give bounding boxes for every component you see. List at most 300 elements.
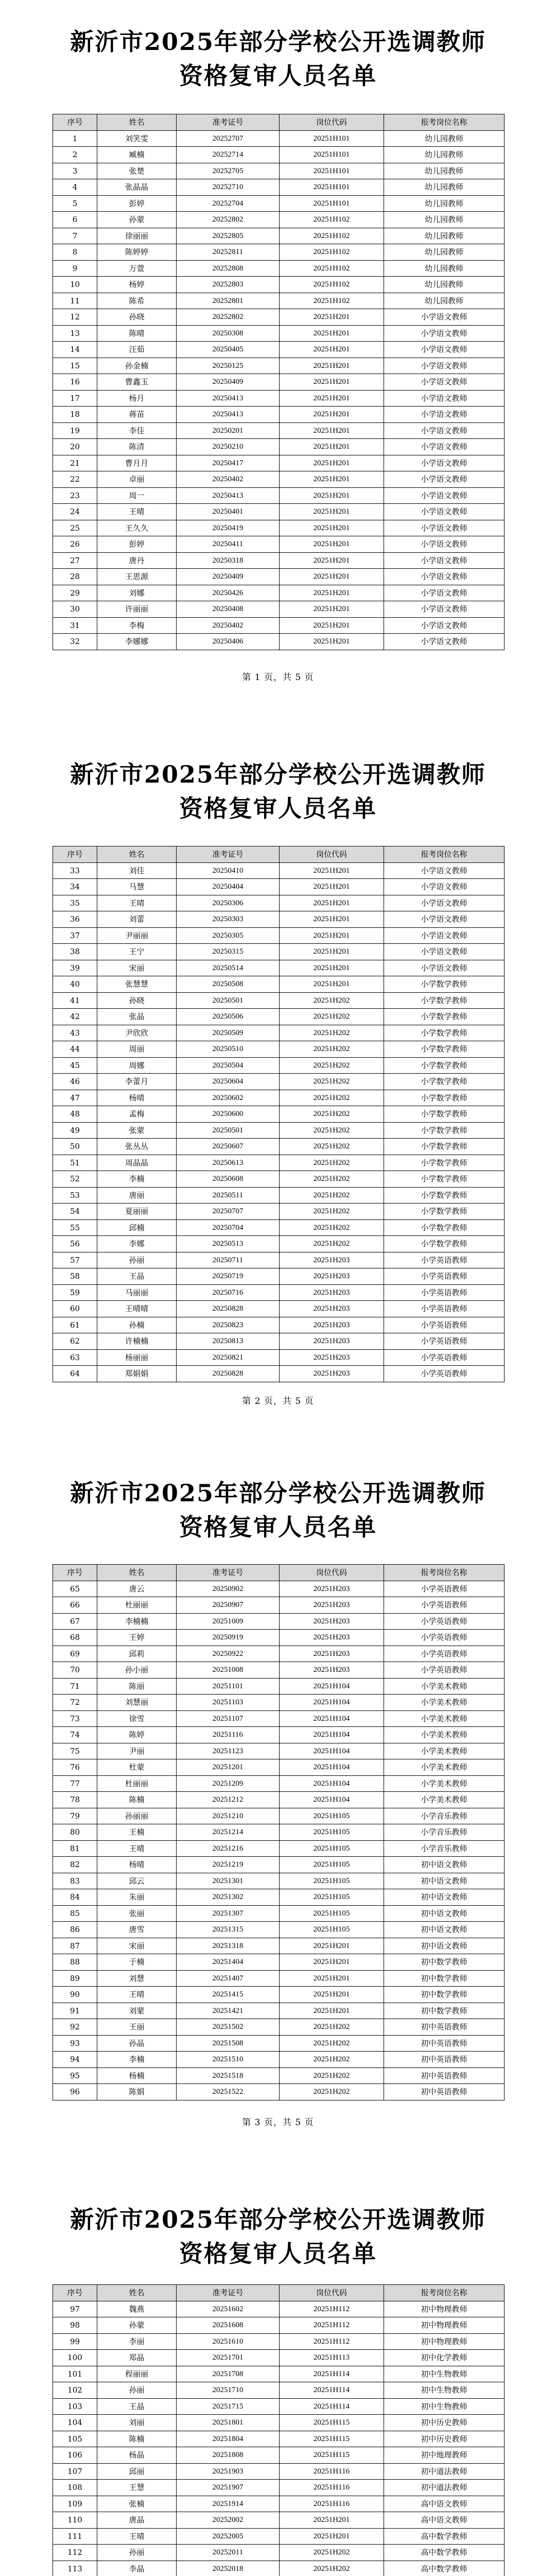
regno-cell: 20250509 bbox=[177, 1025, 280, 1041]
seq-cell: 98 bbox=[53, 2317, 97, 2334]
seq-cell: 68 bbox=[53, 1630, 97, 1646]
seq-cell: 16 bbox=[53, 374, 97, 391]
position-name-cell: 小学英语教师 bbox=[384, 1581, 505, 1597]
name-cell: 曹月月 bbox=[97, 455, 177, 471]
position-name-cell: 初中历史教师 bbox=[384, 2431, 505, 2447]
table-row bbox=[53, 1727, 505, 1743]
seq-cell: 110 bbox=[53, 2512, 97, 2529]
name-cell: 周娜 bbox=[97, 1057, 177, 1074]
regno-cell: 20250907 bbox=[177, 1597, 280, 1614]
table-row bbox=[53, 552, 505, 569]
position-name-cell: 小学音乐教师 bbox=[384, 1840, 505, 1857]
position-name-cell: 初中英语教师 bbox=[384, 2052, 505, 2068]
position-name-cell: 小学语文教师 bbox=[384, 585, 505, 601]
position-code-cell: 20251H201 bbox=[280, 455, 384, 471]
position-name-cell: 小学数学教师 bbox=[384, 1074, 505, 1090]
name-cell: 孙丽 bbox=[97, 2382, 177, 2399]
position-name-cell: 小学数学教师 bbox=[384, 1106, 505, 1123]
position-name-cell: 初中道法教师 bbox=[384, 2480, 505, 2496]
name-cell: 王宁 bbox=[97, 944, 177, 960]
column-header: 岗位代码 bbox=[280, 114, 384, 131]
name-cell: 邱云 bbox=[97, 1873, 177, 1889]
position-code-cell: 20251H203 bbox=[280, 1581, 384, 1597]
regno-cell: 20251701 bbox=[177, 2350, 280, 2366]
position-name-cell: 小学英语教师 bbox=[384, 1252, 505, 1268]
position-name-cell: 小学数学教师 bbox=[384, 1139, 505, 1155]
seq-cell: 3 bbox=[53, 163, 97, 179]
position-code-cell: 20251H104 bbox=[280, 1792, 384, 1808]
position-name-cell: 小学英语教师 bbox=[384, 1268, 505, 1285]
table-row bbox=[53, 1349, 505, 1366]
page-title bbox=[0, 716, 556, 825]
regno-cell: 20251201 bbox=[177, 1759, 280, 1776]
position-code-cell: 20251H202 bbox=[280, 1139, 384, 1155]
table-row bbox=[53, 2067, 505, 2084]
seq-cell: 2 bbox=[53, 147, 97, 163]
regno-cell: 20251608 bbox=[177, 2317, 280, 2334]
table-row bbox=[53, 2052, 505, 2068]
seq-cell: 51 bbox=[53, 1155, 97, 1171]
seq-cell: 80 bbox=[53, 1824, 97, 1841]
position-code-cell: 20251H201 bbox=[280, 422, 384, 439]
position-code-cell: 20251H116 bbox=[280, 2496, 384, 2512]
name-cell: 刘慧 bbox=[97, 1970, 177, 1987]
position-name-cell: 小学语文教师 bbox=[384, 487, 505, 504]
name-cell: 汪茹 bbox=[97, 342, 177, 358]
position-code-cell: 20251H202 bbox=[280, 1074, 384, 1090]
position-name-cell: 小学数学教师 bbox=[384, 1025, 505, 1041]
seq-cell: 27 bbox=[53, 552, 97, 569]
position-name-cell: 幼儿园教师 bbox=[384, 228, 505, 244]
roster-table-page-1 bbox=[53, 114, 505, 650]
position-code-cell: 20251H203 bbox=[280, 1317, 384, 1333]
position-name-cell: 幼儿园教师 bbox=[384, 260, 505, 277]
table-row bbox=[53, 2496, 505, 2512]
table-row bbox=[53, 1694, 505, 1711]
position-name-cell: 小学语文教师 bbox=[384, 325, 505, 342]
table-row bbox=[53, 944, 505, 960]
regno-cell: 20252802 bbox=[177, 212, 280, 228]
regno-cell: 20251602 bbox=[177, 2301, 280, 2317]
table-row bbox=[53, 1970, 505, 1987]
position-code-cell: 20251H116 bbox=[280, 2463, 384, 2480]
seq-cell: 76 bbox=[53, 1759, 97, 1776]
name-cell: 周晶晶 bbox=[97, 1155, 177, 1171]
table-row bbox=[53, 1155, 505, 1171]
regno-cell: 20250613 bbox=[177, 1155, 280, 1171]
name-cell: 孙蒙 bbox=[97, 212, 177, 228]
table-row bbox=[53, 1204, 505, 1220]
seq-cell: 113 bbox=[53, 2561, 97, 2576]
seq-cell: 13 bbox=[53, 325, 97, 342]
table-row bbox=[53, 879, 505, 895]
name-cell: 唐丽 bbox=[97, 1187, 177, 1204]
seq-cell: 35 bbox=[53, 895, 97, 911]
name-cell: 张楚 bbox=[97, 163, 177, 179]
name-cell: 曹鑫玉 bbox=[97, 374, 177, 391]
table-row bbox=[53, 895, 505, 911]
position-name-cell: 小学语文教师 bbox=[384, 862, 505, 879]
title-line-2: 资格复审人员名单 bbox=[179, 62, 377, 90]
position-name-cell: 小学语文教师 bbox=[384, 601, 505, 618]
name-cell: 李丽 bbox=[97, 2333, 177, 2350]
name-cell: 尹丽 bbox=[97, 1743, 177, 1759]
table-row bbox=[53, 1905, 505, 1922]
position-code-cell: 20251H202 bbox=[280, 1219, 384, 1236]
seq-cell: 56 bbox=[53, 1236, 97, 1252]
table-row bbox=[53, 2415, 505, 2431]
table-row bbox=[53, 309, 505, 326]
regno-cell: 20252808 bbox=[177, 260, 280, 277]
position-name-cell: 小学英语教师 bbox=[384, 1630, 505, 1646]
position-code-cell: 20251H105 bbox=[280, 1905, 384, 1922]
name-cell: 李佳 bbox=[97, 422, 177, 439]
position-code-cell: 20251H201 bbox=[280, 520, 384, 536]
table-row bbox=[53, 1041, 505, 1058]
seq-cell: 105 bbox=[53, 2431, 97, 2447]
regno-cell: 20250510 bbox=[177, 1041, 280, 1058]
name-cell: 杜丽丽 bbox=[97, 1597, 177, 1614]
column-header: 岗位代码 bbox=[280, 1565, 384, 1581]
position-name-cell: 小学语文教师 bbox=[384, 455, 505, 471]
position-name-cell: 初中化学教师 bbox=[384, 2350, 505, 2366]
regno-cell: 20251116 bbox=[177, 1727, 280, 1743]
position-name-cell: 小学美术教师 bbox=[384, 1727, 505, 1743]
seq-cell: 90 bbox=[53, 1987, 97, 2003]
name-cell: 孙小丽 bbox=[97, 1662, 177, 1679]
seq-cell: 73 bbox=[53, 1710, 97, 1727]
table-row bbox=[53, 1252, 505, 1268]
position-code-cell: 20251H202 bbox=[280, 1025, 384, 1041]
regno-cell: 20250813 bbox=[177, 1333, 280, 1350]
position-code-cell: 20251H105 bbox=[280, 1889, 384, 1906]
seq-cell: 14 bbox=[53, 342, 97, 358]
position-name-cell: 小学英语教师 bbox=[384, 1349, 505, 1366]
seq-cell: 79 bbox=[53, 1808, 97, 1824]
position-name-cell: 小学语文教师 bbox=[384, 569, 505, 585]
table-row bbox=[53, 374, 505, 391]
position-code-cell: 20251H201 bbox=[280, 617, 384, 634]
name-cell: 李楠 bbox=[97, 2052, 177, 2068]
seq-cell: 15 bbox=[53, 358, 97, 374]
seq-cell: 9 bbox=[53, 260, 97, 277]
position-name-cell: 小学语文教师 bbox=[384, 634, 505, 650]
name-cell: 张蒙 bbox=[97, 1122, 177, 1139]
name-cell: 李晶 bbox=[97, 2561, 177, 2576]
position-name-cell: 小学数学教师 bbox=[384, 976, 505, 993]
position-code-cell: 20251H201 bbox=[280, 895, 384, 911]
seq-cell: 41 bbox=[53, 992, 97, 1009]
regno-cell: 20252801 bbox=[177, 293, 280, 309]
column-header: 姓名 bbox=[97, 114, 177, 131]
seq-cell: 48 bbox=[53, 1106, 97, 1123]
regno-cell: 20251404 bbox=[177, 1954, 280, 1971]
name-cell: 卓丽 bbox=[97, 471, 177, 488]
position-code-cell: 20251H201 bbox=[280, 601, 384, 618]
name-cell: 王晴 bbox=[97, 895, 177, 911]
table-row bbox=[53, 2317, 505, 2334]
regno-cell: 20251522 bbox=[177, 2084, 280, 2100]
table-row bbox=[53, 1938, 505, 1954]
position-name-cell: 小学语文教师 bbox=[384, 552, 505, 569]
position-name-cell: 高中数学教师 bbox=[384, 2561, 505, 2576]
position-name-cell: 小学英语教师 bbox=[384, 1597, 505, 1614]
title-line-1: 新沂市2025年部分学校公开选调教师 bbox=[70, 28, 486, 56]
page-title bbox=[0, 2161, 556, 2270]
position-name-cell: 小学数学教师 bbox=[384, 1171, 505, 1188]
table-row bbox=[53, 406, 505, 423]
regno-cell: 20252805 bbox=[177, 228, 280, 244]
position-code-cell: 20251H201 bbox=[280, 569, 384, 585]
regno-cell: 20251318 bbox=[177, 1938, 280, 1954]
position-name-cell: 小学英语教师 bbox=[384, 1366, 505, 1382]
seq-cell: 70 bbox=[53, 1662, 97, 1679]
position-name-cell: 小学英语教师 bbox=[384, 1613, 505, 1630]
regno-cell: 20251123 bbox=[177, 1743, 280, 1759]
name-cell: 张丽 bbox=[97, 1905, 177, 1922]
regno-cell: 20250707 bbox=[177, 1204, 280, 1220]
seq-cell: 61 bbox=[53, 1317, 97, 1333]
table-row bbox=[53, 2561, 505, 2576]
name-cell: 刘娜 bbox=[97, 585, 177, 601]
position-code-cell: 20251H201 bbox=[280, 552, 384, 569]
position-name-cell: 初中语文教师 bbox=[384, 1889, 505, 1906]
table-row bbox=[53, 293, 505, 309]
regno-cell: 20251708 bbox=[177, 2366, 280, 2382]
position-code-cell: 20251H202 bbox=[280, 1236, 384, 1252]
table-row bbox=[53, 2447, 505, 2464]
position-name-cell: 幼儿园教师 bbox=[384, 179, 505, 196]
position-name-cell: 小学语文教师 bbox=[384, 879, 505, 895]
position-name-cell: 小学语文教师 bbox=[384, 960, 505, 976]
table-row bbox=[53, 601, 505, 618]
position-code-cell: 20251H102 bbox=[280, 260, 384, 277]
position-name-cell: 小学语文教师 bbox=[384, 944, 505, 960]
name-cell: 李楠楠 bbox=[97, 1613, 177, 1630]
seq-cell: 12 bbox=[53, 309, 97, 326]
position-code-cell: 20251H104 bbox=[280, 1710, 384, 1727]
position-code-cell: 20251H104 bbox=[280, 1759, 384, 1776]
table-row bbox=[53, 2333, 505, 2350]
position-code-cell: 20251H202 bbox=[280, 1057, 384, 1074]
position-name-cell: 小学美术教师 bbox=[384, 1743, 505, 1759]
table-row bbox=[53, 1597, 505, 1614]
seq-cell: 43 bbox=[53, 1025, 97, 1041]
regno-cell: 20250401 bbox=[177, 504, 280, 520]
table-row bbox=[53, 862, 505, 879]
regno-cell: 20251421 bbox=[177, 2003, 280, 2019]
seq-cell: 58 bbox=[53, 1268, 97, 1285]
name-cell: 尹丽丽 bbox=[97, 927, 177, 944]
position-name-cell: 初中英语教师 bbox=[384, 2019, 505, 2036]
name-cell: 王丽 bbox=[97, 2019, 177, 2036]
table-row bbox=[53, 1808, 505, 1824]
regno-cell: 20252802 bbox=[177, 309, 280, 326]
position-name-cell: 初中数学教师 bbox=[384, 1987, 505, 2003]
title-line-1: 新沂市2025年部分学校公开选调教师 bbox=[70, 1479, 486, 1507]
seq-cell: 17 bbox=[53, 390, 97, 406]
position-code-cell: 20251H202 bbox=[280, 2561, 384, 2576]
regno-cell: 20251103 bbox=[177, 1694, 280, 1711]
position-code-cell: 20251H201 bbox=[280, 1987, 384, 2003]
name-cell: 孙晓 bbox=[97, 309, 177, 326]
regno-cell: 20250600 bbox=[177, 1106, 280, 1123]
position-name-cell: 幼儿园教师 bbox=[384, 130, 505, 147]
name-cell: 李娜娜 bbox=[97, 634, 177, 650]
position-code-cell: 20251H202 bbox=[280, 1187, 384, 1204]
regno-cell: 20251415 bbox=[177, 1987, 280, 2003]
regno-cell: 20250318 bbox=[177, 552, 280, 569]
regno-cell: 20250413 bbox=[177, 487, 280, 504]
table-row bbox=[53, 2512, 505, 2529]
seq-cell: 106 bbox=[53, 2447, 97, 2464]
name-cell: 唐云 bbox=[97, 1581, 177, 1597]
seq-cell: 49 bbox=[53, 1122, 97, 1139]
seq-cell: 77 bbox=[53, 1775, 97, 1792]
page-2 bbox=[0, 716, 556, 825]
position-name-cell: 小学语文教师 bbox=[384, 358, 505, 374]
position-code-cell: 20251H201 bbox=[280, 2512, 384, 2529]
seq-cell: 107 bbox=[53, 2463, 97, 2480]
page-1 bbox=[0, 0, 556, 93]
position-code-cell: 20251H114 bbox=[280, 2382, 384, 2399]
table-row bbox=[53, 1613, 505, 1630]
seq-cell: 85 bbox=[53, 1905, 97, 1922]
position-name-cell: 小学语文教师 bbox=[384, 390, 505, 406]
position-name-cell: 幼儿园教师 bbox=[384, 147, 505, 163]
position-name-cell: 高中语文教师 bbox=[384, 2512, 505, 2529]
position-name-cell: 小学语文教师 bbox=[384, 422, 505, 439]
position-name-cell: 小学数学教师 bbox=[384, 1204, 505, 1220]
position-name-cell: 小学语文教师 bbox=[384, 895, 505, 911]
position-name-cell: 高中数学教师 bbox=[384, 2528, 505, 2545]
name-cell: 杨晶 bbox=[97, 2447, 177, 2464]
regno-cell: 20250413 bbox=[177, 390, 280, 406]
position-code-cell: 20251H201 bbox=[280, 504, 384, 520]
table-row bbox=[53, 1824, 505, 1841]
position-code-cell: 20251H104 bbox=[280, 1727, 384, 1743]
regno-cell: 20252811 bbox=[177, 244, 280, 261]
table-row bbox=[53, 1187, 505, 1204]
roster-table-page-3 bbox=[53, 1564, 505, 2100]
name-cell: 彭婷 bbox=[97, 536, 177, 553]
name-cell: 王晴 bbox=[97, 2528, 177, 2545]
regno-cell: 20250607 bbox=[177, 1139, 280, 1155]
regno-cell: 20250402 bbox=[177, 617, 280, 634]
regno-cell: 20252803 bbox=[177, 277, 280, 293]
seq-cell: 50 bbox=[53, 1139, 97, 1155]
regno-cell: 20250711 bbox=[177, 1252, 280, 1268]
table-row bbox=[53, 2350, 505, 2366]
position-code-cell: 20251H201 bbox=[280, 471, 384, 488]
seq-cell: 34 bbox=[53, 879, 97, 895]
position-name-cell: 幼儿园教师 bbox=[384, 195, 505, 212]
table-row bbox=[53, 1630, 505, 1646]
position-code-cell: 20251H202 bbox=[280, 2545, 384, 2561]
position-name-cell: 初中物理教师 bbox=[384, 2317, 505, 2334]
regno-cell: 20251212 bbox=[177, 1792, 280, 1808]
position-code-cell: 20251H201 bbox=[280, 374, 384, 391]
regno-cell: 20251518 bbox=[177, 2067, 280, 2084]
regno-cell: 20250716 bbox=[177, 1284, 280, 1301]
regno-cell: 20251907 bbox=[177, 2480, 280, 2496]
seq-cell: 81 bbox=[53, 1840, 97, 1857]
regno-cell: 20250417 bbox=[177, 455, 280, 471]
name-cell: 杜蒙 bbox=[97, 1759, 177, 1776]
name-cell: 郑晶 bbox=[97, 2350, 177, 2366]
table-row bbox=[53, 2366, 505, 2382]
table-row bbox=[53, 1922, 505, 1938]
position-name-cell: 小学英语教师 bbox=[384, 1662, 505, 1679]
position-code-cell: 20251H101 bbox=[280, 163, 384, 179]
name-cell: 王晴 bbox=[97, 1840, 177, 1857]
name-cell: 王楠 bbox=[97, 1824, 177, 1841]
regno-cell: 20250305 bbox=[177, 927, 280, 944]
name-cell: 宋丽 bbox=[97, 960, 177, 976]
regno-cell: 20250511 bbox=[177, 1187, 280, 1204]
position-name-cell: 初中语文教师 bbox=[384, 1857, 505, 1873]
position-code-cell: 20251H105 bbox=[280, 1922, 384, 1938]
seq-cell: 44 bbox=[53, 1041, 97, 1058]
regno-cell: 20250408 bbox=[177, 601, 280, 618]
position-code-cell: 20251H115 bbox=[280, 2431, 384, 2447]
seq-cell: 39 bbox=[53, 960, 97, 976]
regno-cell: 20251008 bbox=[177, 1662, 280, 1679]
name-cell: 王晴 bbox=[97, 504, 177, 520]
page-title bbox=[0, 0, 556, 93]
seq-cell: 21 bbox=[53, 455, 97, 471]
name-cell: 周丽 bbox=[97, 1041, 177, 1058]
name-cell: 尹欣欣 bbox=[97, 1025, 177, 1041]
position-name-cell: 初中英语教师 bbox=[384, 2084, 505, 2100]
position-name-cell: 小学数学教师 bbox=[384, 1090, 505, 1106]
title-line-2: 资格复审人员名单 bbox=[179, 794, 377, 822]
regno-cell: 20251009 bbox=[177, 1613, 280, 1630]
position-code-cell: 20251H202 bbox=[280, 1122, 384, 1139]
seq-cell: 10 bbox=[53, 277, 97, 293]
name-cell: 蒋苗 bbox=[97, 406, 177, 423]
position-code-cell: 20251H102 bbox=[280, 228, 384, 244]
position-name-cell: 小学语文教师 bbox=[384, 439, 505, 455]
seq-cell: 65 bbox=[53, 1581, 97, 1597]
position-code-cell: 20251H201 bbox=[280, 487, 384, 504]
regno-cell: 20251209 bbox=[177, 1775, 280, 1792]
table-row bbox=[53, 228, 505, 244]
position-name-cell: 小学美术教师 bbox=[384, 1694, 505, 1711]
position-name-cell: 幼儿园教师 bbox=[384, 212, 505, 228]
position-name-cell: 小学英语教师 bbox=[384, 1333, 505, 1350]
seq-cell: 95 bbox=[53, 2067, 97, 2084]
position-name-cell: 小学语文教师 bbox=[384, 406, 505, 423]
seq-cell: 96 bbox=[53, 2084, 97, 2100]
regno-cell: 20250508 bbox=[177, 976, 280, 993]
table-row bbox=[53, 455, 505, 471]
name-cell: 王慧 bbox=[97, 2480, 177, 2496]
seq-cell: 64 bbox=[53, 1366, 97, 1382]
table-row bbox=[53, 195, 505, 212]
position-code-cell: 20251H203 bbox=[280, 1301, 384, 1317]
column-header: 报考岗位名称 bbox=[384, 846, 505, 863]
position-name-cell: 初中语文教师 bbox=[384, 1905, 505, 1922]
seq-cell: 19 bbox=[53, 422, 97, 439]
page-title bbox=[0, 1440, 556, 1544]
position-name-cell: 幼儿园教师 bbox=[384, 244, 505, 261]
position-code-cell: 20251H201 bbox=[280, 1938, 384, 1954]
regno-cell: 20250719 bbox=[177, 1268, 280, 1285]
position-code-cell: 20251H202 bbox=[280, 1090, 384, 1106]
seq-cell: 91 bbox=[53, 2003, 97, 2019]
seq-cell: 111 bbox=[53, 2528, 97, 2545]
